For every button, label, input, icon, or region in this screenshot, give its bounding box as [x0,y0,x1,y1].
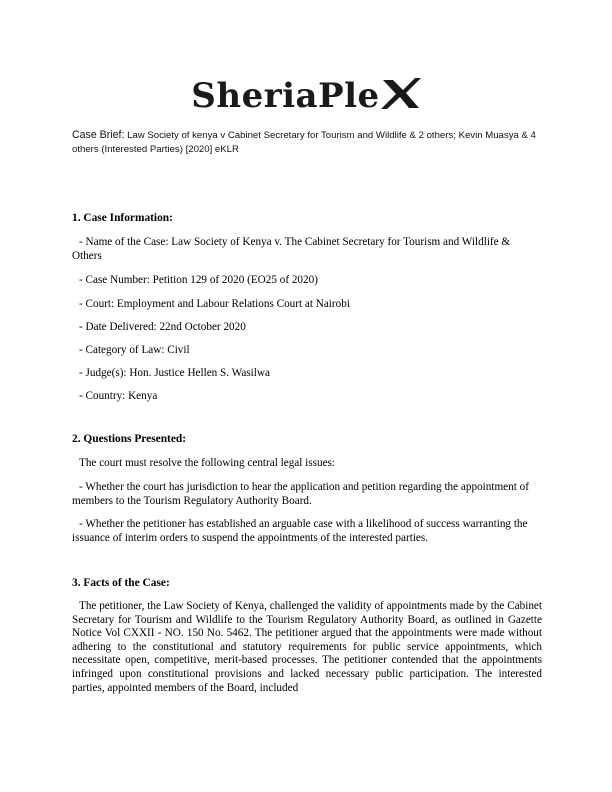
brief-title-text: Law Society of kenya v Cabinet Secretary for Tourism and Wildlife & 2 others; Kevin Muasya & 4 others (Interested Parties) [2020] eKLR [72,130,536,155]
x-mark-icon [381,76,421,110]
question-arguable-case: - Whether the petitioner has established an arguable case with a likelihood of success warranting the issuance of interim orders to suspend the appointments of the interested parties. [72,518,528,544]
question-jurisdiction: - Whether the court has jurisdiction to hear the application and petition regarding the appointment of members to the Tourism Regulatory Authority Board. [72,481,529,507]
logo-text: SheriaPle [191,76,380,116]
facts-paragraph: The petitioner, the Law Society of Kenya, challenged the validity of appointments made by the Cabinet Secretary for Tourism and Wildlife to the Tourism Regulatory Authority Board, as outlined in Gazette Notice Vol CXXII - NO. 150 No. 5462. The petitioner argued that the appointments were made without adhering to the constitutional and statutory requirements for public service appointments, which necessitate open, competitive, merit-based processes. The petitioner contended that the appointments infringed upon constitutional provisions and lacked necessary public participation. The interested parties, appointed members of the Board, included [72,600,542,694]
case-brief-title [72,128,542,157]
case-info-category: - Category of Law: Civil [79,344,190,356]
case-info-date: - Date Delivered: 22nd October 2020 [79,321,246,333]
brief-lead: Case Brief: [72,129,125,141]
sheriaplex-logo [0,76,612,116]
section-heading-facts: 3. Facts of the Case: [72,577,170,589]
section-heading-case-information: 1. Case Information: [72,212,173,224]
case-info-judges: - Judge(s): Hon. Justice Hellen S. Wasilwa [79,367,270,379]
case-info-country: - Country: Kenya [79,390,158,402]
questions-intro: The court must resolve the following central legal issues: [79,457,336,469]
case-info-court: - Court: Employment and Labour Relations Court at Nairobi [79,298,350,310]
section-heading-questions-presented: 2. Questions Presented: [72,433,187,445]
case-info-number: - Case Number: Petition 129 of 2020 (EO25 of 2020) [79,274,318,286]
case-info-name: - Name of the Case: Law Society of Kenya v. The Cabinet Secretary for Tourism and Wildlife & Others [72,236,511,262]
